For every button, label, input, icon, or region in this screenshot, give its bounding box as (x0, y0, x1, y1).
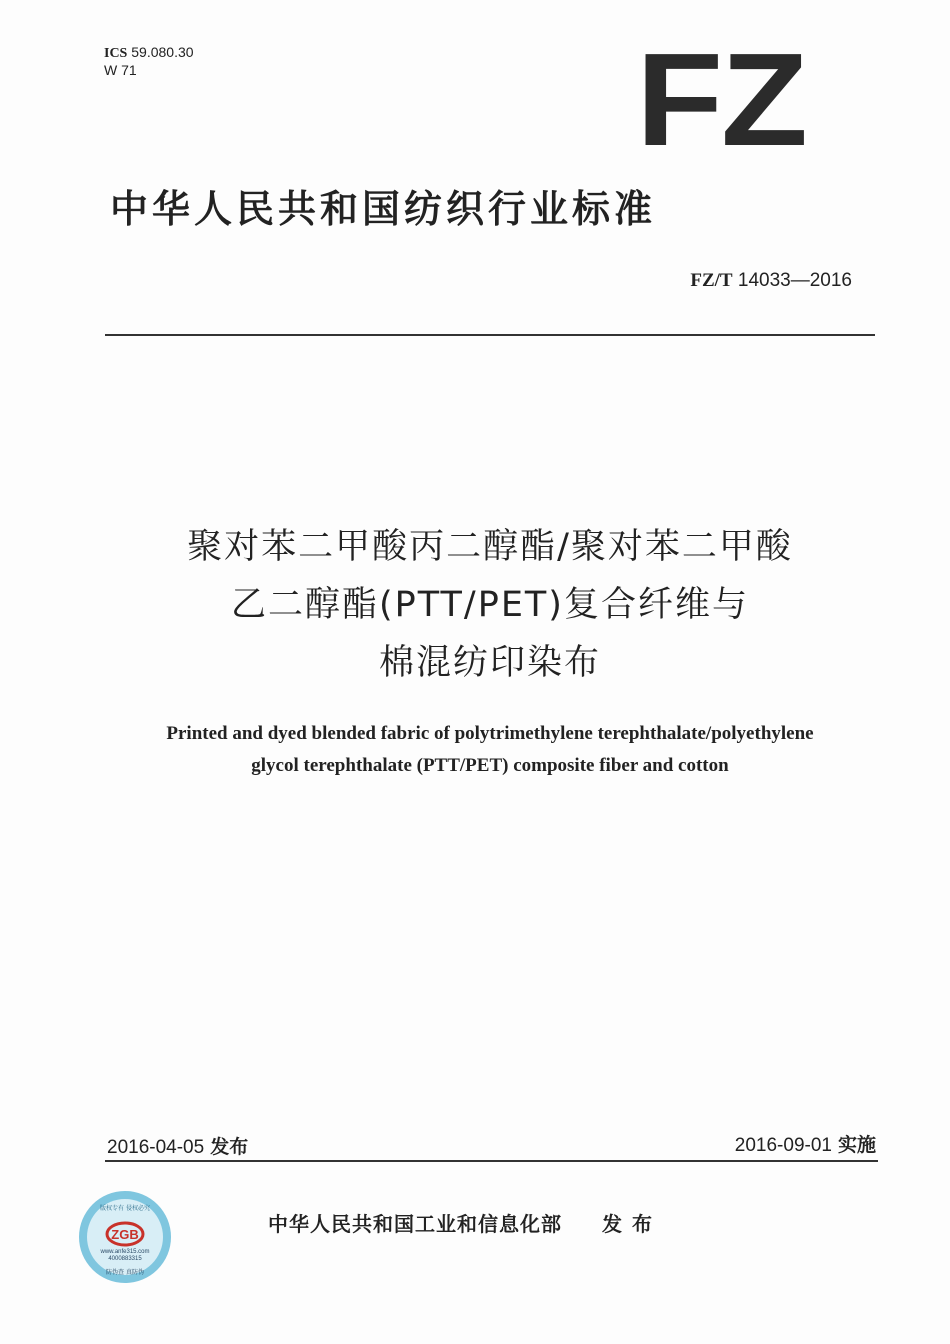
standard-code: FZ/T 14033—2016 (690, 270, 852, 291)
top-divider (105, 334, 875, 336)
seal-phone: 4000883315 (108, 1256, 142, 1262)
seal-url: www.anfe315.com (100, 1249, 150, 1255)
seal-top-text: 版权专有 侵权必究 (100, 1205, 150, 1212)
effective-date (735, 1130, 876, 1157)
issue-date-value: 2016-04-05 (107, 1137, 205, 1158)
english-title (60, 718, 920, 782)
publisher-name: 中华人民共和国工业和信息化部 (268, 1212, 562, 1236)
classification-codes (104, 44, 194, 79)
bottom-divider (105, 1160, 878, 1162)
chinese-title (70, 518, 910, 692)
standard-category-title: 中华人民共和国纺织行业标准 (110, 187, 657, 231)
effective-date-value: 2016-09-01 (734, 1135, 832, 1156)
english-title-line-1: Printed and dyed blended fabric of polytrimethylene terephthalate/polyethylene (166, 723, 814, 744)
seal-bottom-text: 防伪查 真防伪 (106, 1269, 144, 1276)
issue-label: 发布 (210, 1136, 249, 1158)
ics-code: ICS 59.080.30 (104, 44, 194, 61)
publish-action: 发布 (602, 1212, 662, 1236)
english-title-line-2: glycol terephthalate (PTT/PET) composite fiber and cotton (251, 755, 729, 776)
publisher (268, 1208, 662, 1237)
effective-label: 实施 (837, 1134, 876, 1156)
seal-center-text: ZGB (111, 1227, 139, 1242)
fz-logo: FZ (636, 26, 806, 173)
class-code: W 71 (104, 62, 137, 78)
chinese-title-line-2: 乙二醇酯(PTT/PET)复合纤维与 (231, 585, 749, 625)
anti-counterfeit-seal (78, 1190, 172, 1284)
chinese-title-line-1: 聚对苯二甲酸丙二醇酯/聚对苯二甲酸 (187, 527, 793, 567)
chinese-title-line-3: 棉混纺印染布 (378, 643, 601, 683)
issue-date (107, 1132, 248, 1159)
